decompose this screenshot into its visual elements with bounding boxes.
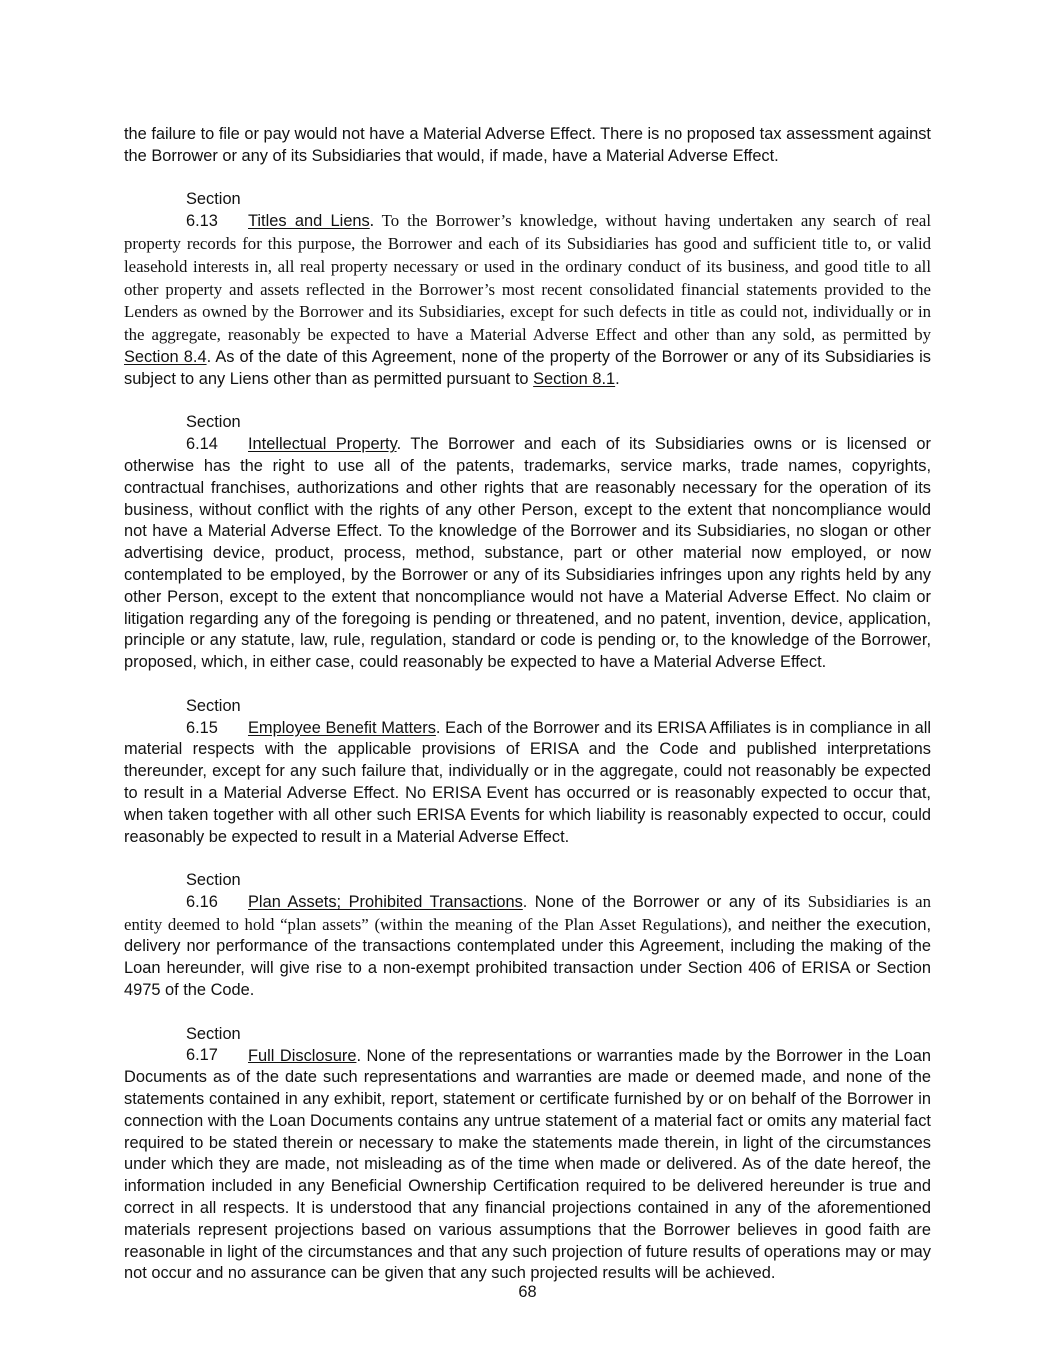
section-body: . As of the date of this Agreement, none of the property of the Borrower or any of its Subsidiaries is subject to any Liens other than as permitted pursuant to [124, 347, 931, 388]
section-title: Plan Assets; Prohibited Transactions [248, 892, 523, 911]
section-body: . The Borrower and each of its Subsidiaries owns or is licensed or otherwise has the right to use all of the patents, trademarks, service marks, trade names, copyrights, contractual franchises, authorizations and other rights that are reasonably necessary for the operation of its business, without conflict with the rights of any other Person, except to the extent that noncompliance would not have a Material Adverse Effect. To the knowledge of the Borrower and its Subsidiaries, no slogan or other advertising device, product, process, method, substance, part or other material now employed, or now contemplated to be employed, by the Borrower or any of its Subsidiaries infringes upon any rights held by any other Person, except to the extent that noncompliance would not have a Material Adverse Effect. No claim or litigation regarding any of the foregoing is pending or threatened, and no patent, invention, device, application, principle or any statute, law, rule, regulation, standard or code is pending or, to the knowledge of the Borrower, proposed, which, in either case, could reasonably be expected to have a Material Adverse Effect. [124, 435, 931, 672]
section-6-16 [124, 870, 931, 1002]
section-title: Intellectual Property [248, 435, 397, 454]
section-number: Section 6.15 [186, 696, 241, 737]
section-6-17 [124, 1024, 931, 1286]
continuation-paragraph: the failure to file or pay would not have a Material Adverse Effect. There is no proposed tax assessment against the Borrower or any of its Subsidiaries that would, if made, have a Material Adverse Effect. [124, 125, 931, 165]
section-body: and neither the execution, delivery nor performance of the transactions contemplated under this Agreement, including the making of the Loan hereunder, will give rise to a non-exempt prohibited transaction under Section 406 of ERISA or Section 4975 of the Code. [124, 915, 932, 1000]
section-body: . None of the Borrower or any of its [522, 892, 808, 911]
section-number: Section 6.16 [186, 871, 241, 911]
section-body: . None of the representations or warranties made by the Borrower in the Loan Documents as of the date such representations and warranties are made or deemed made, and none of the statements contained in any exhibit, report, statement or certificate furnished by or on behalf of the Borrower in connection with the Loan Documents contains any untrue statement of a material fact or omits any material fact required to be stated therein or necessary to make the statements made therein, in light of the circumstances under which they are made, not misleading as of the time when made or delivered. As of the date hereof, the information included in any Beneficial Ownership Certification required to be delivered hereunder is true and correct in all respects. It is understood that any financial projections contained in any of the aforementioned materials represent projections based on various assumptions that the Borrower believes in good faith are reasonable in light of the circumstances and that any such projection of future results of operations may or may not occur and no assurance can be given that any such projected results will be achieved. [124, 1046, 931, 1283]
cross-reference-link[interactable]: Section 8.4 [124, 347, 207, 366]
section-6-14 [124, 412, 931, 674]
section-title: Employee Benefit Matters [248, 718, 436, 737]
section-body: . [615, 369, 620, 388]
section-number: Section 6.14 [186, 413, 241, 454]
section-6-15 [124, 696, 931, 849]
document-page [124, 124, 931, 1307]
section-body: To the Borrower’s knowledge, without having undertaken any search of real property records for this purpose, the Borrower and each of its Subsidiaries has good and sufficient title to, or valid leasehold interests in, all real property necessary or used in the ordinary conduct of its business, and good title to all other property and assets reflected in the Borrower’s most recent consolidated financial statements provided to the Lenders as owned by the Borrower and its Subsidiaries, except for such defects in title as could not, individually or in the aggregate, reasonably be expected to have a Material Adverse Effect and other than any sold, as permitted by [124, 211, 931, 345]
section-body-serif: Subsidiaries is an entity deemed to hold “plan assets” (within the meaning of the Plan Asset Regulations), [124, 891, 932, 934]
section-body: . Each of the Borrower and its ERISA Affiliates is in compliance in all material respects with the applicable provisions of ERISA and the Code and published interpretations thereunder, except for any such failure that, individually or in the aggregate, could not reasonably be expected to result in a Material Adverse Effect. No ERISA Event has occurred or is reasonably expected to occur that, when taken together with all other such ERISA Events for which liability is reasonably expected to occur, could reasonably be expected to result in a Material Adverse Effect. [124, 718, 931, 846]
section-number: Section 6.17 [186, 1024, 241, 1065]
cross-reference-link[interactable]: Section 8.1 [533, 369, 616, 388]
page-number: 68 [518, 1283, 537, 1301]
section-6-13: Section 6.13 Titles and Liens. To the Borrower’s knowledge, without having undertaken any search of real property records for this purpose, the Borrower and each of its Subsidiaries has good and sufficient title to, or valid leasehold interests in, all real property necessary or used in the ordinary conduct of its business, and good title to all other property and assets reflected in the Borrower’s most recent consolidated financial statements provided to the Lenders as owned by the Borrower and its Subsidiaries, except for such defects in title as could not, individually or in the aggregate, reasonably be expected to have a Material Adverse Effect and other than any sold, as permitted by Section 8.4. As of the date of this Agreement, none of the property of the Borrower or any of its Subsidiaries is subject to any Liens other than as permitted pursuant to Section 8.1. [124, 190, 931, 388]
section-title: Titles and Liens [248, 212, 370, 231]
section-title: Full Disclosure [248, 1046, 357, 1065]
section-number: Section 6.13 [186, 190, 241, 231]
